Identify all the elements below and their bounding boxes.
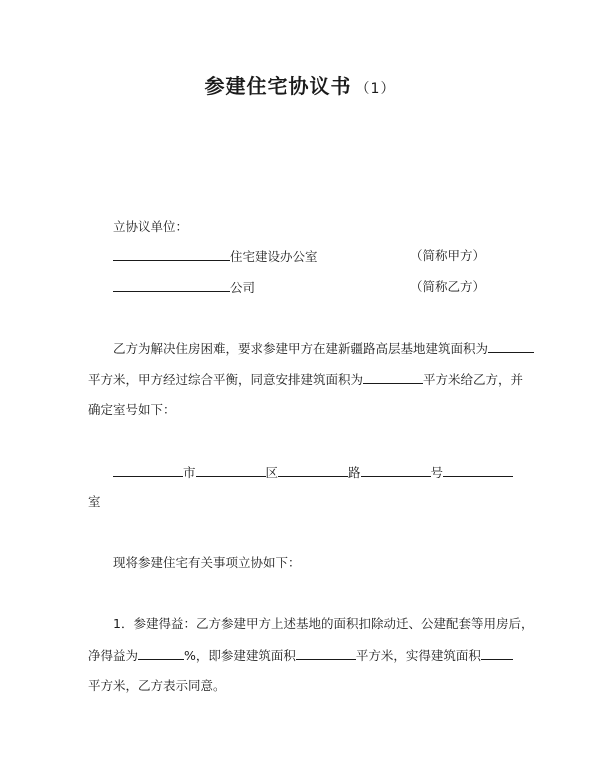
party-a-alias: （简称甲方） (410, 248, 486, 263)
city-label: 市 (183, 465, 196, 480)
document-title (0, 70, 600, 99)
para1-line1-text: 乙方为解决住房困难，要求参建甲方在建新疆路高层基地建筑面积为 (113, 341, 489, 356)
para1-line2-text-b: 平方米给乙方，并 (423, 372, 524, 387)
para2: 现将参建住宅有关事项立协如下： (113, 555, 301, 570)
item1-line2-text-c: 平方米，实得建筑面积 (355, 648, 481, 663)
road-label: 路 (348, 465, 361, 480)
area-total-blank (488, 340, 534, 353)
district-blank (196, 464, 266, 477)
district-label: 区 (265, 465, 279, 480)
party-a-name: 住宅建设办公室 (230, 249, 318, 264)
title-suffix: （1） (355, 81, 396, 97)
road-blank (278, 464, 348, 477)
actual-area-blank (481, 647, 513, 660)
number-label: 号 (430, 465, 444, 480)
title-text: 参建住宅协议书 (204, 74, 352, 98)
party-b-line (113, 279, 255, 296)
item1-line2 (88, 647, 513, 664)
party-a-line (113, 248, 318, 265)
item1-line2-text-a: 净得益为 (88, 648, 139, 663)
party-a-blank (113, 248, 230, 261)
party-b-alias: （简称乙方） (410, 279, 486, 294)
room-blank (443, 464, 513, 477)
item1-line3: 平方米，乙方表示同意。 (88, 678, 226, 693)
para1-line2 (88, 371, 523, 388)
participation-area-blank (296, 647, 356, 660)
para1-line3: 确定室号如下： (88, 402, 176, 417)
city-blank (113, 464, 183, 477)
item1-line1: 1．参建得益：乙方参建甲方上述基地的面积扣除动迁、公建配套等用房后， (113, 616, 534, 631)
address-line (113, 464, 513, 481)
parties-heading: 立协议单位： (113, 219, 189, 234)
net-gain-blank (138, 647, 184, 660)
para1-line1 (113, 340, 534, 357)
area-allocated-blank (363, 371, 423, 384)
party-b-name: 公司 (230, 280, 256, 295)
para1-line2-text-a: 平方米，甲方经过综合平衡，同意安排建筑面积为 (88, 372, 364, 387)
party-b-blank (113, 279, 230, 292)
item1-line2-text-b: %，即参建建筑面积 (184, 648, 296, 663)
address-room: 室 (88, 494, 101, 509)
number-blank (361, 464, 431, 477)
